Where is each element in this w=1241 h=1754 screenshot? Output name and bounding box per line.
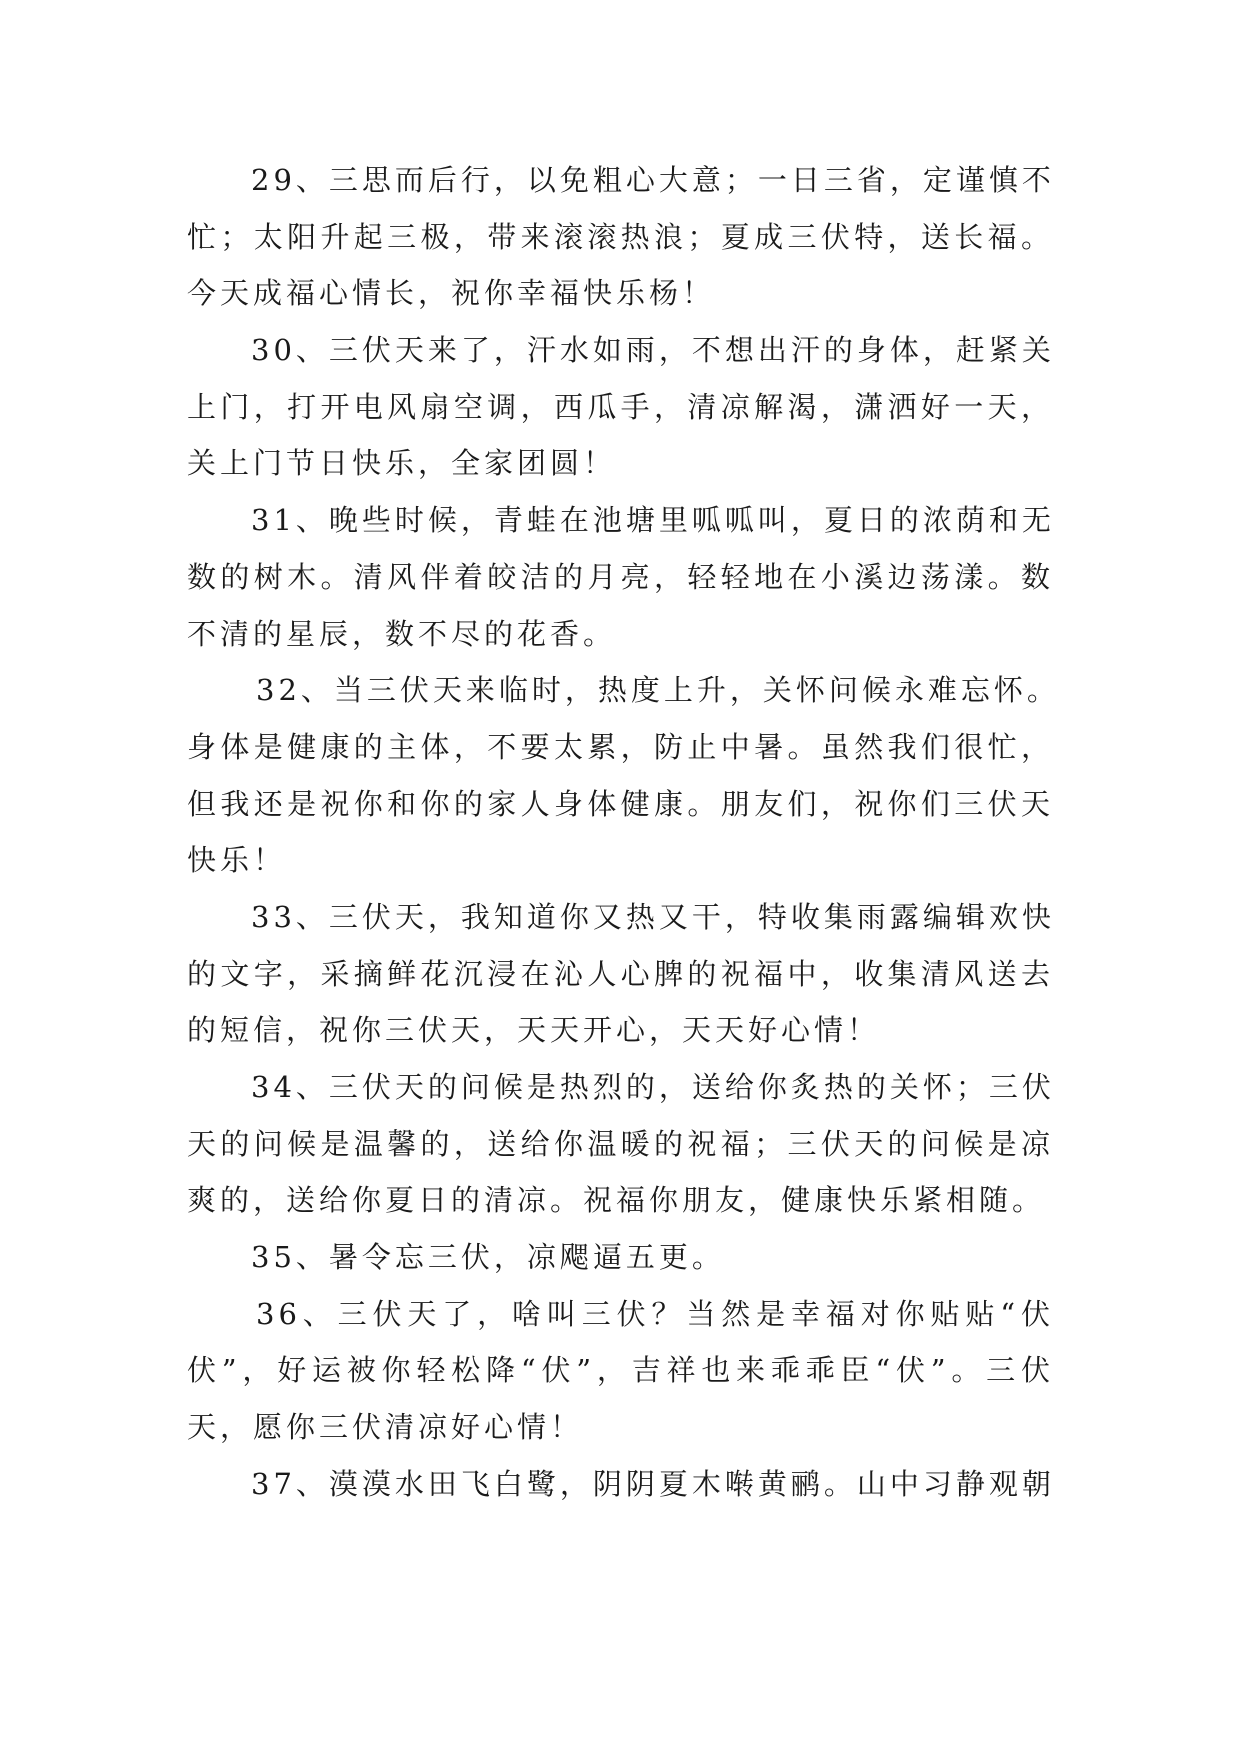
paragraph-line: 33、三伏天，我知道你又热又干，特收集雨露编辑欢快 [251,899,1055,934]
paragraph-line: 快乐！ [187,843,287,878]
paragraph-33 [187,889,1054,1059]
paragraph-line: 今天成福心情长，祝你幸福快乐杨！ [187,276,716,311]
paragraph-line: 爽的，送给你夏日的清凉。祝福你朋友，健康快乐紧相随。 [187,1183,1046,1218]
paragraph-line: 37、漠漠水田飞白鹭，阴阴夏木啭黄鹂。山中习静观朝 [251,1466,1055,1501]
paragraph-line: 30、三伏天来了，汗水如雨，不想出汗的身体，赶紧关 [251,333,1055,368]
paragraph-line: 伏”，好运被你轻松降“伏”，吉祥也来乖乖臣“伏”。三伏 [187,1353,1054,1388]
paragraph-36 [187,1286,1054,1456]
paragraph-line: 天，愿你三伏清凉好心情！ [187,1410,584,1445]
paragraph-35 [187,1229,1054,1286]
paragraph-line: 29、三思而后行，以免粗心大意；一日三省，定谨慎不 [251,163,1055,197]
paragraph-30 [187,322,1054,492]
paragraph-line: 的短信，祝你三伏天，天天开心，天天好心情！ [187,1013,881,1048]
paragraph-line: 不清的星辰，数不尽的花香。 [187,616,617,651]
paragraph-32 [187,662,1060,889]
paragraph-29 [187,152,1054,322]
paragraph-line: 34、三伏天的问候是热烈的，送给你炙热的关怀；三伏 [251,1070,1055,1104]
paragraph-line: 身体是健康的主体，不要太累，防止中暑。虽然我们很忙， [187,729,1054,764]
paragraph-line: 但我还是祝你和你的家人身体健康。朋友们，祝你们三伏天 [187,786,1054,821]
paragraph-line: 数的树木。清风伴着皎洁的月亮，轻轻地在小溪边荡漾。数 [187,559,1054,594]
paragraph-line: 关上门节日快乐，全家团圆！ [187,446,617,481]
paragraph-line: 忙；太阳升起三极，带来滚滚热浪；夏成三伏特，送长福。 [187,219,1054,254]
paragraph-34 [187,1059,1054,1229]
paragraph-line: 的文字，采摘鲜花沉浸在沁人心脾的祝福中，收集清风送去 [187,956,1054,991]
paragraph-line: 上门，打开电风扇空调，西瓜手，清凉解渴，潇洒好一天， [187,389,1054,424]
paragraph-line: 32、当三伏天来临时，热度上升，关怀问候永难忘怀。 [256,673,1060,708]
paragraph-line: 36、三伏天了，啥叫三伏？当然是幸福对你贴贴“伏 [256,1296,1054,1331]
paragraph-line: 天的问候是温馨的，送给你温暖的祝福；三伏天的问候是凉 [187,1126,1054,1161]
paragraph-31 [187,492,1054,662]
paragraph-line: 31、晚些时候，青蛙在池塘里呱呱叫，夏日的浓荫和无 [251,503,1055,538]
document-body [187,152,1060,1513]
paragraph-line: 35、暑令忘三伏，凉飔逼五更。 [251,1240,725,1275]
paragraph-37 [187,1456,1054,1513]
